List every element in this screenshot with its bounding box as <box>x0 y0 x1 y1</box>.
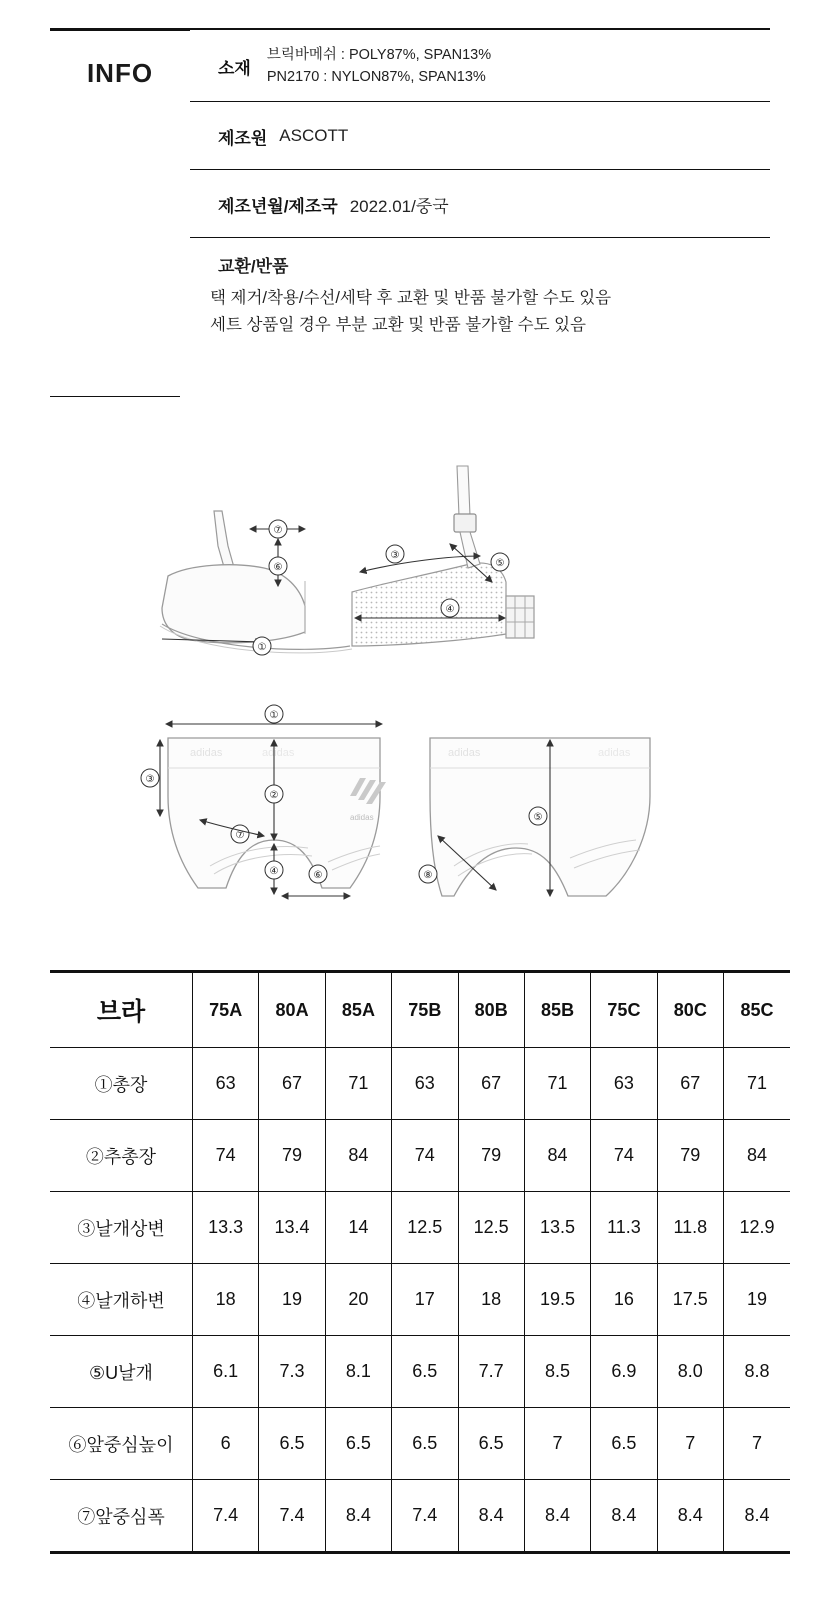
cell: 67 <box>657 1048 723 1120</box>
cell: 6.5 <box>392 1336 458 1408</box>
made-value: 2022.01/중국 <box>349 196 449 216</box>
panty-back-illustration <box>419 738 650 896</box>
cell: 19 <box>724 1264 791 1336</box>
cell: 8.4 <box>591 1480 657 1553</box>
cell: 14 <box>325 1192 391 1264</box>
cell: 7.7 <box>458 1336 524 1408</box>
marker-4-panty: ④ <box>269 866 279 877</box>
exchange-line-1: 택 제거/착용/수선/세탁 후 교환 및 반품 불가할 수도 있음 <box>210 288 612 307</box>
column-header-75B: 75B <box>392 972 458 1048</box>
column-header-85B: 85B <box>524 972 590 1048</box>
size-table-section <box>50 970 790 1554</box>
cell: 79 <box>458 1120 524 1192</box>
column-header-80B: 80B <box>458 972 524 1048</box>
cell: 7 <box>657 1408 723 1480</box>
row-label: ①총장 <box>50 1048 193 1120</box>
panty-front-illustration <box>141 705 386 896</box>
cell: 17.5 <box>657 1264 723 1336</box>
cell: 8.4 <box>724 1480 791 1553</box>
cell: 12.5 <box>392 1192 458 1264</box>
cell: 12.5 <box>458 1192 524 1264</box>
exchange-line-2: 세트 상품일 경우 부분 교환 및 반품 불가할 수도 있음 <box>210 316 586 335</box>
cell: 11.3 <box>591 1192 657 1264</box>
exchange-label: 교환/반품 <box>218 256 289 276</box>
cell: 79 <box>657 1120 723 1192</box>
marker-1-bra: ① <box>257 642 267 653</box>
table-row <box>50 1192 790 1264</box>
info-row-material <box>190 28 770 101</box>
table-title: 브라 <box>50 972 193 1048</box>
column-header-75A: 75A <box>193 972 259 1048</box>
cell: 16 <box>591 1264 657 1336</box>
cell: 6.5 <box>591 1408 657 1480</box>
cell: 8.4 <box>524 1480 590 1553</box>
made-label: 제조년월/제조국 <box>218 196 338 216</box>
page-title: INFO <box>86 58 154 88</box>
cell: 13.3 <box>193 1192 259 1264</box>
cell: 13.5 <box>524 1192 590 1264</box>
size-table-head <box>50 972 790 1048</box>
bra-illustration <box>160 466 534 655</box>
table-header-row <box>50 972 790 1048</box>
info-row-made <box>190 169 770 237</box>
table-row <box>50 1264 790 1336</box>
manufacturer-value: ASCOTT <box>279 126 349 146</box>
cell: 11.8 <box>657 1192 723 1264</box>
cell: 71 <box>724 1048 791 1120</box>
cell: 8.1 <box>325 1336 391 1408</box>
cell: 7.4 <box>193 1480 259 1553</box>
column-header-85A: 85A <box>325 972 391 1048</box>
measurement-diagram <box>50 396 790 936</box>
marker-7-bra: ⑦ <box>273 525 283 536</box>
cell: 84 <box>325 1120 391 1192</box>
material-line-1: 브릭바메쉬 : POLY87%, SPAN13% <box>266 47 492 63</box>
cell: 6 <box>193 1408 259 1480</box>
brand-watermark: adidas <box>262 747 295 759</box>
material-line-2: PN2170 : NYLON87%, SPAN13% <box>266 69 486 86</box>
cell: 8.4 <box>657 1480 723 1553</box>
cell: 7 <box>524 1408 590 1480</box>
brand-watermark: adidas <box>350 813 374 822</box>
row-label: ⑤U날개 <box>50 1336 193 1408</box>
column-header-75C: 75C <box>591 972 657 1048</box>
row-label: ③날개상변 <box>50 1192 193 1264</box>
cell: 6.5 <box>325 1408 391 1480</box>
info-row-manufacturer <box>190 101 770 169</box>
info-rows <box>190 28 770 359</box>
cell: 8.0 <box>657 1336 723 1408</box>
cell: 74 <box>392 1120 458 1192</box>
column-header-80A: 80A <box>259 972 325 1048</box>
cell: 67 <box>259 1048 325 1120</box>
cell: 79 <box>259 1120 325 1192</box>
marker-4-bra: ④ <box>445 604 455 615</box>
cell: 67 <box>458 1048 524 1120</box>
cell: 71 <box>325 1048 391 1120</box>
size-table-body <box>50 1048 790 1553</box>
row-label: ⑦앞중심폭 <box>50 1480 193 1553</box>
marker-8-panty: ⑧ <box>423 870 433 881</box>
cell: 63 <box>392 1048 458 1120</box>
table-row <box>50 1336 790 1408</box>
cell: 20 <box>325 1264 391 1336</box>
table-row <box>50 1480 790 1553</box>
cell: 8.4 <box>458 1480 524 1553</box>
cell: 8.8 <box>724 1336 791 1408</box>
marker-3-bra: ③ <box>390 550 400 561</box>
column-header-80C: 80C <box>657 972 723 1048</box>
cell: 12.9 <box>724 1192 791 1264</box>
cell: 17 <box>392 1264 458 1336</box>
marker-6-bra: ⑥ <box>273 562 283 573</box>
cell: 13.4 <box>259 1192 325 1264</box>
marker-1-panty: ① <box>269 710 279 721</box>
brand-watermark: adidas <box>448 747 481 759</box>
marker-7-panty: ⑦ <box>235 830 245 841</box>
brand-watermark: adidas <box>190 747 223 759</box>
cell: 6.5 <box>259 1408 325 1480</box>
marker-2-panty: ② <box>269 790 279 801</box>
cell: 71 <box>524 1048 590 1120</box>
cell: 6.5 <box>458 1408 524 1480</box>
cell: 7 <box>724 1408 791 1480</box>
table-row <box>50 1048 790 1120</box>
cell: 74 <box>193 1120 259 1192</box>
cell: 6.1 <box>193 1336 259 1408</box>
info-section <box>50 28 790 359</box>
marker-5-panty: ⑤ <box>533 812 543 823</box>
cell: 18 <box>193 1264 259 1336</box>
brand-watermark: adidas <box>598 747 631 759</box>
row-label: ②추총장 <box>50 1120 193 1192</box>
size-table <box>50 970 790 1554</box>
measurement-diagram-svg <box>50 396 790 936</box>
cell: 7.4 <box>259 1480 325 1553</box>
row-label: ④날개하변 <box>50 1264 193 1336</box>
cell: 19 <box>259 1264 325 1336</box>
cell: 8.5 <box>524 1336 590 1408</box>
cell: 84 <box>524 1120 590 1192</box>
material-label: 소재 <box>218 58 251 78</box>
table-row <box>50 1408 790 1480</box>
cell: 6.5 <box>392 1408 458 1480</box>
cell: 74 <box>591 1120 657 1192</box>
marker-3-panty: ③ <box>145 774 155 785</box>
info-row-exchange <box>190 237 770 359</box>
manufacturer-label: 제조원 <box>218 128 268 148</box>
material-value <box>267 44 491 89</box>
cell: 63 <box>591 1048 657 1120</box>
cell: 7.3 <box>259 1336 325 1408</box>
marker-6-panty: ⑥ <box>313 870 323 881</box>
row-label: ⑥앞중심높이 <box>50 1408 193 1480</box>
cell: 19.5 <box>524 1264 590 1336</box>
cell: 8.4 <box>325 1480 391 1553</box>
cell: 6.9 <box>591 1336 657 1408</box>
cell: 7.4 <box>392 1480 458 1553</box>
column-header-85C: 85C <box>724 972 791 1048</box>
cell: 63 <box>193 1048 259 1120</box>
cell: 18 <box>458 1264 524 1336</box>
cell: 84 <box>724 1120 791 1192</box>
table-row <box>50 1120 790 1192</box>
marker-5-bra: ⑤ <box>495 558 505 569</box>
